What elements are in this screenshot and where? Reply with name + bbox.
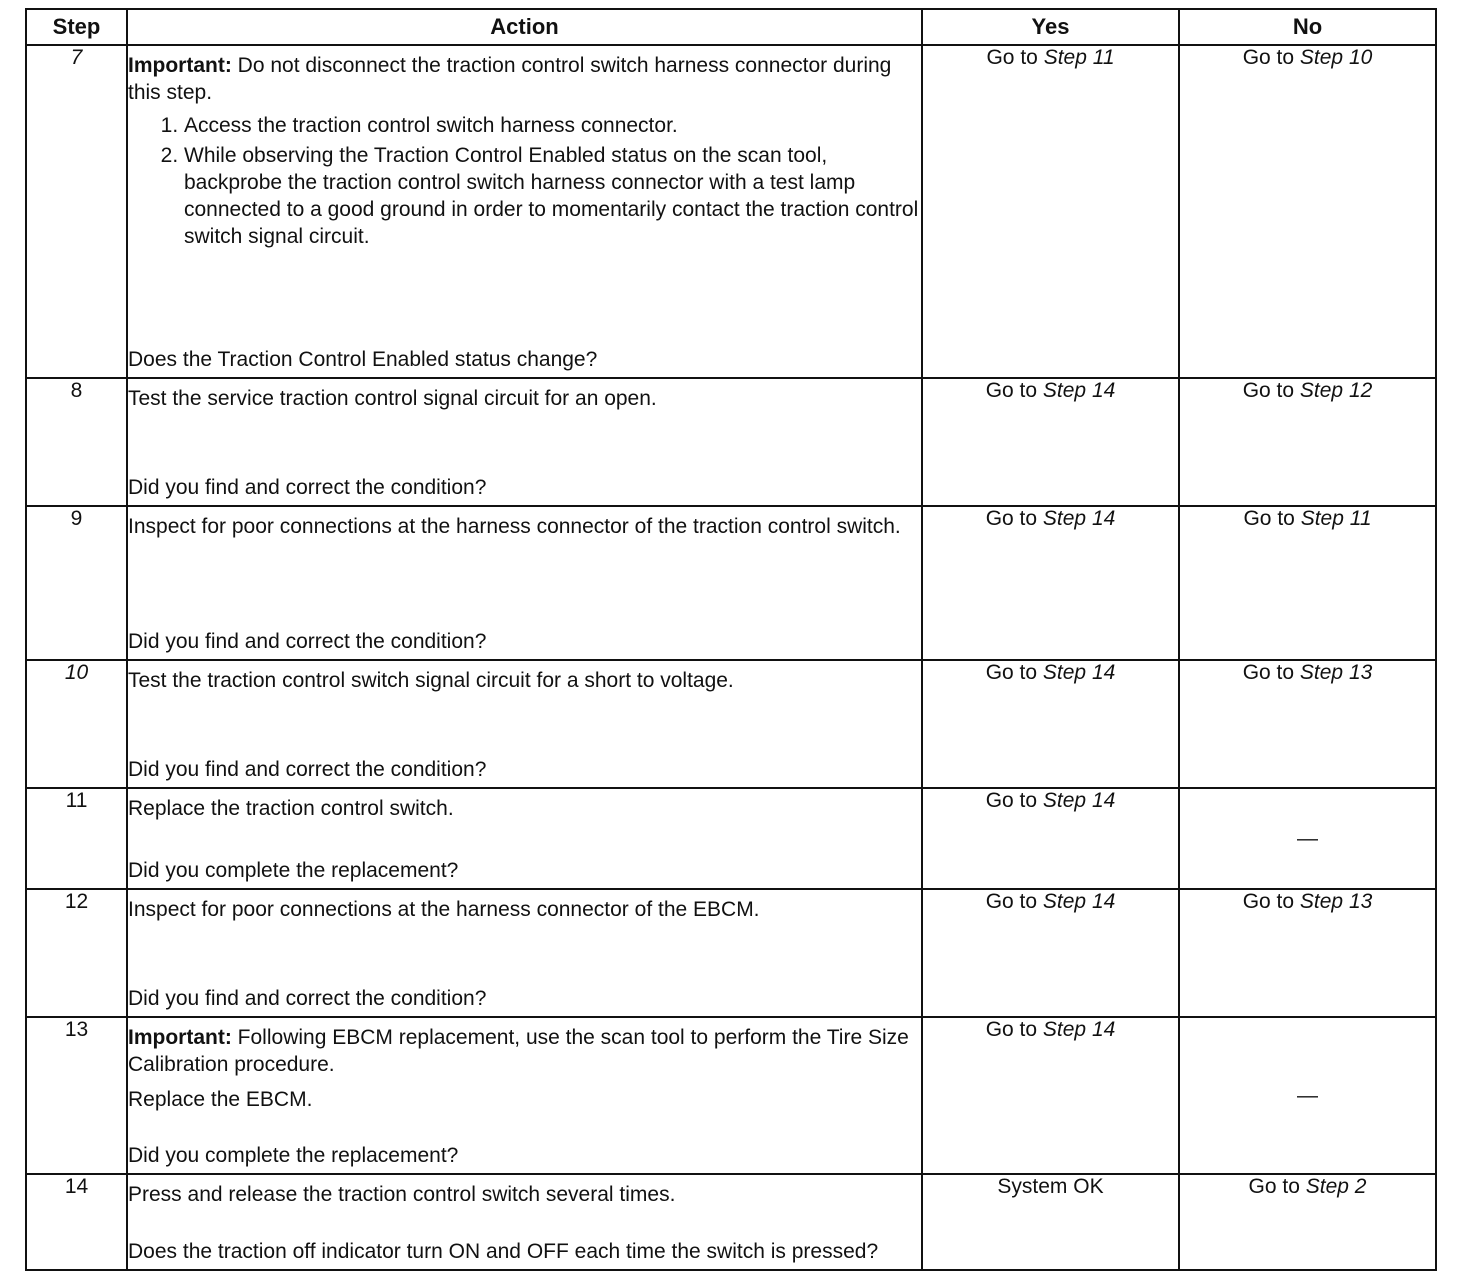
header-yes: Yes xyxy=(922,9,1179,45)
action-text: Press and release the traction control switch several times. xyxy=(128,1183,676,1206)
step-number: 14 xyxy=(26,1174,127,1270)
header-row xyxy=(26,9,1436,45)
substep: 2. While observing the Traction Control Enabled status on the scan tool, backprobe the traction control switch harness connector with a test lamp connected to a good ground in order to momentarily contact the traction control switch signal circuit. xyxy=(184,142,921,250)
yes-cell xyxy=(922,378,1179,506)
goto-prefix: Go to xyxy=(1242,379,1295,402)
yes-result-text: System OK xyxy=(997,1175,1104,1198)
yes-cell xyxy=(922,889,1179,1017)
goto-prefix: Go to xyxy=(985,507,1038,530)
table-row xyxy=(26,889,1436,1017)
action-question: Did you find and correct the condition? xyxy=(128,758,487,781)
goto-prefix: Go to xyxy=(1242,661,1295,684)
table-row xyxy=(26,788,1436,889)
yes-step-link[interactable]: Step 11 xyxy=(1043,46,1115,69)
table-row xyxy=(26,1017,1436,1174)
no-step-link[interactable]: Step 10 xyxy=(1299,46,1373,69)
action-question: Did you find and correct the condition? xyxy=(128,630,487,653)
action-cell xyxy=(127,1017,922,1174)
no-step-link[interactable]: Step 12 xyxy=(1299,379,1373,402)
no-action-dash: — xyxy=(1297,1083,1318,1107)
goto-prefix: Go to xyxy=(986,46,1038,69)
action-question: Does the Traction Control Enabled status change? xyxy=(128,348,598,371)
action-question: Does the traction off indicator turn ON and OFF each time the switch is pressed? xyxy=(128,1240,879,1263)
yes-step-link[interactable]: Step 14 xyxy=(1042,789,1116,812)
action-text: Test the traction control switch signal circuit for a short to voltage. xyxy=(128,669,734,692)
table-row xyxy=(26,660,1436,788)
yes-cell xyxy=(922,45,1179,378)
action-question: Did you complete the replacement? xyxy=(128,1144,459,1167)
step-number: 12 xyxy=(26,889,127,1017)
goto-prefix: Go to xyxy=(985,1018,1038,1041)
goto-prefix: Go to xyxy=(1248,1175,1300,1198)
goto-prefix: Go to xyxy=(985,661,1038,684)
action-text: Test the service traction control signal circuit for an open. xyxy=(128,387,657,410)
no-action-dash: — xyxy=(1297,826,1318,850)
header-action: Action xyxy=(127,9,922,45)
table-row xyxy=(26,378,1436,506)
no-cell xyxy=(1179,1017,1436,1174)
action-cell xyxy=(127,506,922,660)
no-cell xyxy=(1179,1174,1436,1270)
no-cell xyxy=(1179,45,1436,378)
no-step-link[interactable]: Step 11 xyxy=(1300,507,1372,530)
action-text: Inspect for poor connections at the harness connector of the EBCM. xyxy=(128,898,760,921)
step-number: 13 xyxy=(26,1017,127,1174)
yes-step-link[interactable]: Step 14 xyxy=(1042,890,1116,913)
goto-prefix: Go to xyxy=(1243,507,1295,530)
goto-prefix: Go to xyxy=(1242,890,1295,913)
goto-prefix: Go to xyxy=(1242,46,1295,69)
action-question: Did you find and correct the condition? xyxy=(128,476,487,499)
step-number: 10 xyxy=(26,660,127,788)
yes-cell xyxy=(922,788,1179,889)
goto-prefix: Go to xyxy=(985,890,1038,913)
important-text: Following EBCM replacement, use the scan tool to perform the Tire Size Calibration procedure. xyxy=(128,1026,909,1076)
yes-step-link[interactable]: Step 14 xyxy=(1042,1018,1116,1041)
no-cell xyxy=(1179,378,1436,506)
substep: 1. Access the traction control switch harness connector. xyxy=(184,112,921,139)
step-number: 7 xyxy=(26,45,127,378)
yes-cell xyxy=(922,506,1179,660)
no-cell xyxy=(1179,788,1436,889)
action-text: Replace the EBCM. xyxy=(128,1088,313,1111)
action-cell xyxy=(127,378,922,506)
no-step-link[interactable]: Step 2 xyxy=(1305,1175,1367,1198)
no-cell xyxy=(1179,660,1436,788)
table-row xyxy=(26,1174,1436,1270)
yes-cell xyxy=(922,1174,1179,1270)
action-cell xyxy=(127,1174,922,1270)
action-text: Replace the traction control switch. xyxy=(128,797,454,820)
step-number: 8 xyxy=(26,378,127,506)
yes-step-link[interactable]: Step 14 xyxy=(1042,661,1116,684)
action-question: Did you complete the replacement? xyxy=(128,859,459,882)
no-cell xyxy=(1179,889,1436,1017)
yes-cell xyxy=(922,660,1179,788)
header-step: Step xyxy=(26,9,127,45)
no-step-link[interactable]: Step 13 xyxy=(1299,661,1373,684)
action-cell xyxy=(127,45,922,378)
action-cell xyxy=(127,788,922,889)
yes-cell xyxy=(922,1017,1179,1174)
important-label: Important: xyxy=(128,1026,232,1049)
table-row xyxy=(26,506,1436,660)
header-no: No xyxy=(1179,9,1436,45)
action-question: Did you find and correct the condition? xyxy=(128,987,487,1010)
important-label: Important: xyxy=(128,54,232,77)
action-text: Inspect for poor connections at the harness connector of the traction control switch. xyxy=(128,515,901,538)
goto-prefix: Go to xyxy=(985,379,1038,402)
no-step-link[interactable]: Step 13 xyxy=(1299,890,1373,913)
action-cell xyxy=(127,660,922,788)
substep-list xyxy=(128,112,921,250)
no-cell xyxy=(1179,506,1436,660)
step-number: 9 xyxy=(26,506,127,660)
step-number: 11 xyxy=(26,788,127,889)
diagnostic-table xyxy=(25,8,1437,1271)
yes-step-link[interactable]: Step 14 xyxy=(1042,379,1116,402)
yes-step-link[interactable]: Step 14 xyxy=(1042,507,1116,530)
important-text: Do not disconnect the traction control switch harness connector during this step. xyxy=(128,54,892,104)
goto-prefix: Go to xyxy=(985,789,1038,812)
table-row xyxy=(26,45,1436,378)
action-cell xyxy=(127,889,922,1017)
